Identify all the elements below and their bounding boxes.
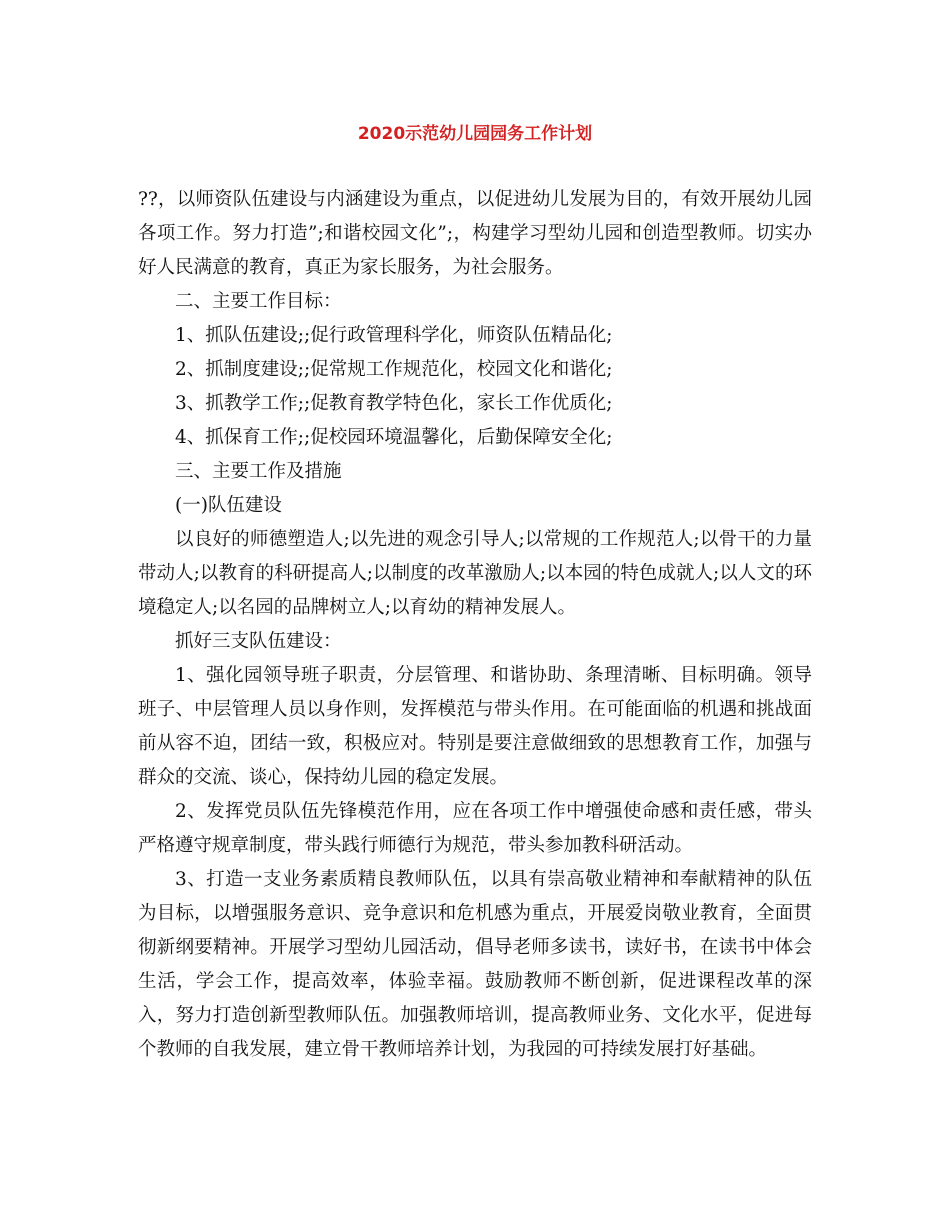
goal-item-4: 4、抓保育工作;;促校园环境温馨化，后勤保障安全化; [175,427,613,448]
heading-work-measures: 三、主要工作及措施 [175,461,342,482]
paragraph-team-principles: 以良好的师德塑造人;以先进的观念引导人;以常规的工作规范人;以骨干的力量带动人;以教育的科研提高人;以制度的改革激励人;以本园的特色成就人;以人文的环境稳定人;以名园的品牌树立人;以育幼的精神发展人。 [138,529,812,618]
paragraph-three-teams: 抓好三支队伍建设： [175,631,342,652]
document-title: 2020示范幼儿园园务工作计划 [357,124,593,144]
paragraph-intro: ??，以师资队伍建设与内涵建设为重点，以促进幼儿发展为目的，有效开展幼儿园各项工作。努力打造”;和谐校园文化”;，构建学习型幼儿园和创造型教师。切实办好人民满意的教育，真正为家长服务，为社会服务。 [138,189,812,278]
paragraph-party-members: 2、发挥党员队伍先锋模范作用，应在各项工作中增强使命感和责任感，带头严格遵守规章制度，带头践行师德行为规范，带头参加教科研活动。 [138,801,812,856]
subheading-team-building: (一)队伍建设 [175,495,282,516]
goal-item-2: 2、抓制度建设;;促常规工作规范化，校园文化和谐化; [175,359,613,380]
paragraph-leadership: 1、强化园领导班子职责，分层管理、和谐协助、条理清晰、目标明确。领导班子、中层管理人员以身作则，发挥模范与带头作用。在可能面临的机遇和挑战面前从容不迫，团结一致，积极应对。特别是要注意做细致的思想教育工作，加强与群众的交流、谈心，保持幼儿园的稳定发展。 [138,665,812,788]
goal-item-1: 1、抓队伍建设;;促行政管理科学化，师资队伍精品化; [175,325,613,346]
heading-main-goals: 二、主要工作目标： [175,291,342,312]
goal-item-3: 3、抓教学工作;;促教育教学特色化，家长工作优质化; [175,393,613,414]
paragraph-teacher-team: 3、打造一支业务素质精良教师队伍，以具有崇高敬业精神和奉献精神的队伍为目标，以增强服务意识、竞争意识和危机感为重点，开展爱岗敬业教育，全面贯彻新纲要精神。开展学习型幼儿园活动，倡导老师多读书，读好书，在读书中体会生活，学会工作，提高效率，体验幸福。鼓励教师不断创新，促进课程改革的深入，努力打造创新型教师队伍。加强教师培训，提高教师业务、文化水平，促进每个教师的自我发展，建立骨干教师培养计划，为我园的可持续发展打好基础。 [138,869,812,1060]
